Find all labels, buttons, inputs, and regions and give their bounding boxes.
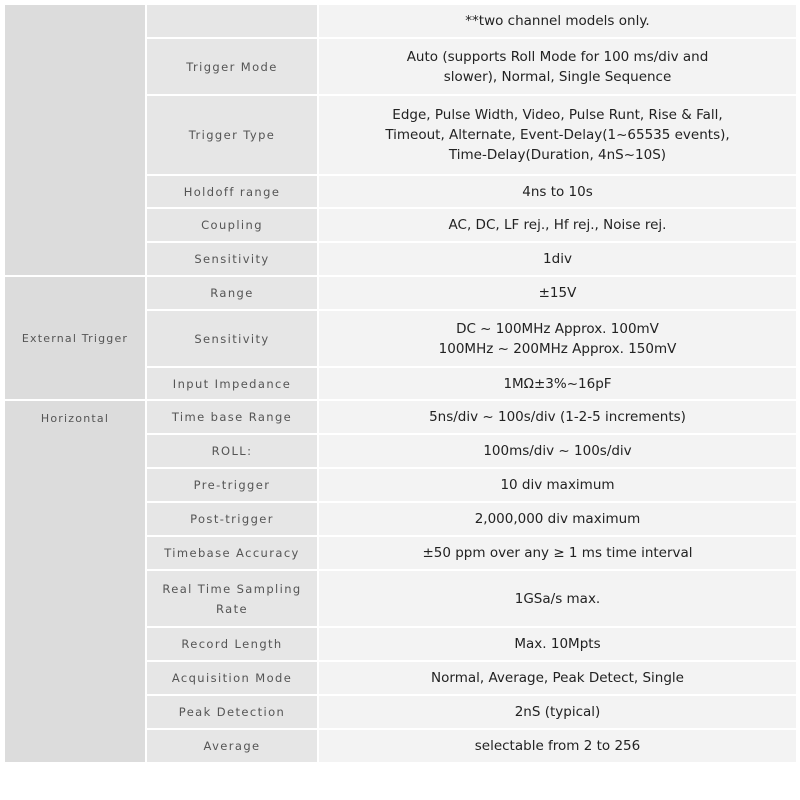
- spec-value: **two channel models only.: [318, 5, 796, 38]
- spec-value: 1div: [318, 242, 796, 276]
- spec-label: Post-trigger: [146, 502, 318, 536]
- spec-label: Sensitivity: [146, 310, 318, 367]
- spec-label: Pre-trigger: [146, 468, 318, 502]
- spec-label: Average: [146, 729, 318, 763]
- spec-label: Input Impedance: [146, 367, 318, 400]
- specifications-table: [5, 5, 796, 764]
- spec-label: Coupling: [146, 208, 318, 242]
- spec-value: [318, 310, 796, 367]
- spec-label: Holdoff range: [146, 175, 318, 208]
- spec-value: ±50 ppm over any ≥ 1 ms time interval: [318, 536, 796, 570]
- group-label-external-trigger: External Trigger: [21, 331, 129, 345]
- spec-value-line: 100MHz ~ 200MHz Approx. 150mV: [438, 340, 677, 357]
- spec-value: 1GSa/s max.: [318, 570, 796, 627]
- spec-value: selectable from 2 to 256: [318, 729, 796, 763]
- spec-value: 100ms/div ~ 100s/div: [318, 434, 796, 468]
- spec-value: Normal, Average, Peak Detect, Single: [318, 661, 796, 695]
- spec-value: ±15V: [318, 276, 796, 310]
- spec-value: AC, DC, LF rej., Hf rej., Noise rej.: [318, 208, 796, 242]
- spec-label: Timebase Accuracy: [146, 536, 318, 570]
- spec-value: 2nS (typical): [318, 695, 796, 729]
- spec-label: Peak Detection: [146, 695, 318, 729]
- spec-value: 5ns/div ~ 100s/div (1-2-5 increments): [318, 400, 796, 434]
- spec-label: Time base Range: [146, 400, 318, 434]
- spec-label: Sensitivity: [146, 242, 318, 276]
- table-row: [5, 400, 796, 434]
- spec-value: Edge, Pulse Width, Video, Pulse Runt, Rise & Fall, Timeout, Alternate, Event-Delay(1~65535 events), Time-Delay(Duration, 4nS~10S): [318, 95, 796, 175]
- group-cell-horizontal: [5, 400, 146, 763]
- spec-value: Auto (supports Roll Mode for 100 ms/div and slower), Normal, Single Sequence: [318, 38, 796, 95]
- group-cell-trigger-continued: [5, 5, 146, 276]
- group-cell-external-trigger: [5, 276, 146, 400]
- spec-label: ROLL:: [146, 434, 318, 468]
- spec-value: 4ns to 10s: [318, 175, 796, 208]
- spec-label: Real Time Sampling Rate: [146, 570, 318, 627]
- group-label-horizontal: Horizontal: [40, 412, 110, 425]
- table-row: [5, 5, 796, 38]
- table-row: [5, 276, 796, 310]
- spec-label: Trigger Type: [146, 95, 318, 175]
- spec-value-line: DC ~ 100MHz Approx. 100mV: [456, 320, 659, 337]
- spec-label: Range: [146, 276, 318, 310]
- spec-label: [146, 5, 318, 38]
- spec-label: Trigger Mode: [146, 38, 318, 95]
- spec-value: Max. 10Mpts: [318, 627, 796, 661]
- spec-value: 2,000,000 div maximum: [318, 502, 796, 536]
- spec-label: Acquisition Mode: [146, 661, 318, 695]
- spec-value: 10 div maximum: [318, 468, 796, 502]
- spec-label: Record Length: [146, 627, 318, 661]
- spec-value: 1MΩ±3%~16pF: [318, 367, 796, 400]
